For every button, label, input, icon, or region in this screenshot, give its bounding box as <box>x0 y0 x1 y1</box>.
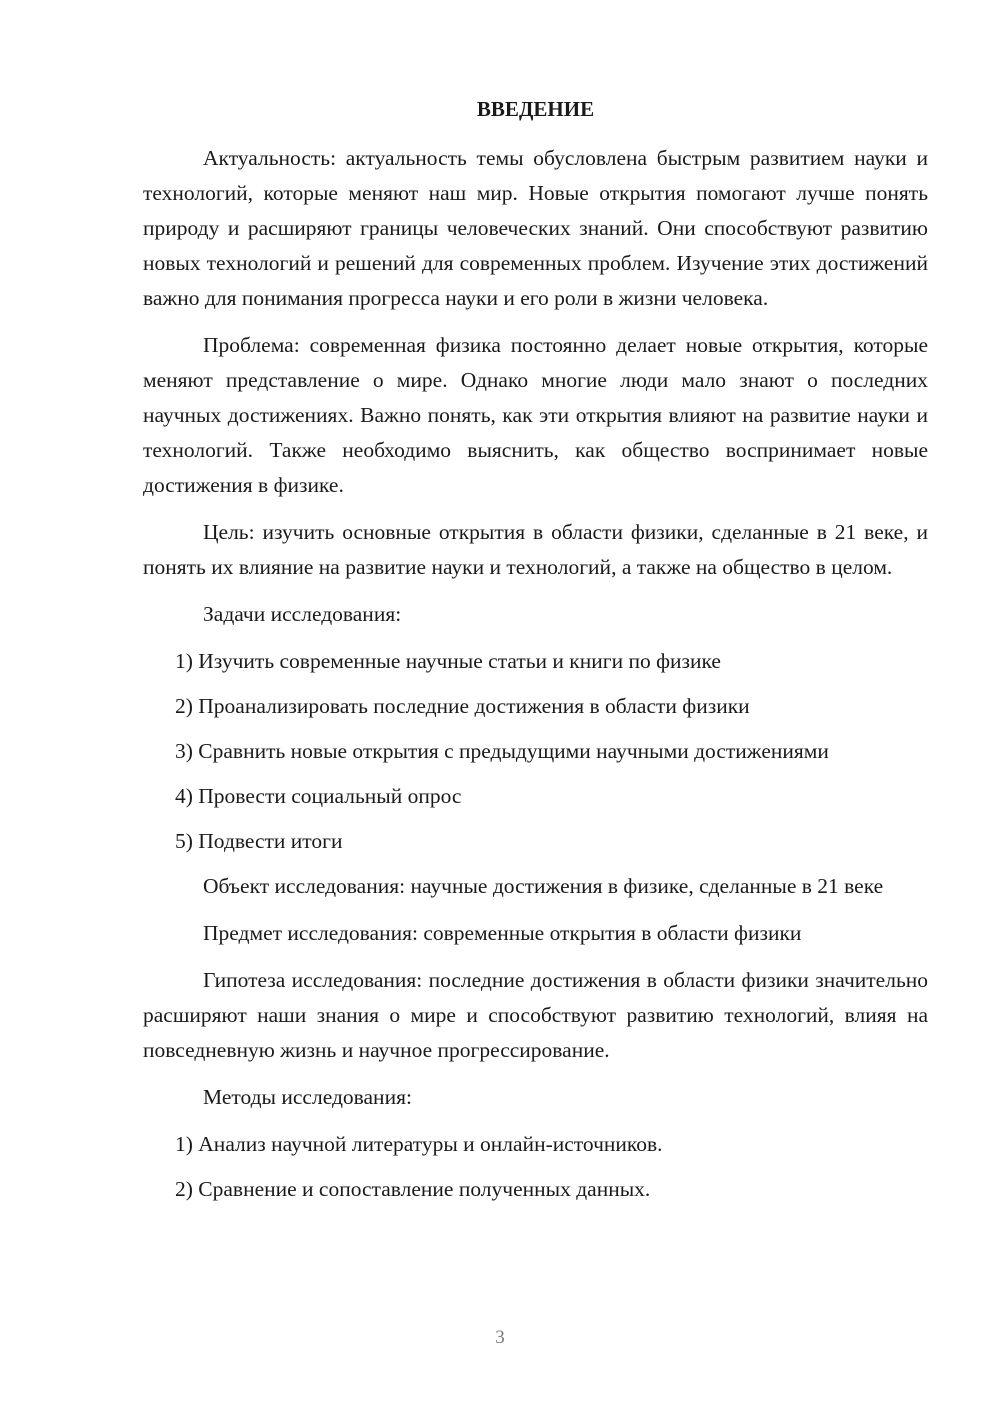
goal-paragraph: Цель: изучить основные открытия в области физики, сделанные в 21 веке, и понять их влияние на развитие науки и технологий, а также на общество в целом. <box>143 520 928 579</box>
list-item: 1) Анализ научной литературы и онлайн-источников. <box>175 1132 663 1156</box>
tasks-list <box>143 644 928 859</box>
page-title: ВВЕДЕНИЕ <box>476 97 595 121</box>
list-item: 5) Подвести итоги <box>175 829 343 853</box>
relevance-paragraph: Актуальность: актуальность темы обусловлена быстрым развитием науки и технологий, которые меняют наш мир. Новые открытия помогают лучше понять природу и расширяют границы человеческих знаний. Они способствуют развитию новых технологий и решений для современных проблем. Изучение этих достижений важно для понимания прогресса науки и его роли в жизни человека. <box>143 146 928 310</box>
list-item: 2) Проанализировать последние достижения в области физики <box>175 694 750 718</box>
list-item: 1) Изучить современные научные статьи и книги по физике <box>175 649 721 673</box>
object-paragraph: Объект исследования: научные достижения в физике, сделанные в 21 веке <box>203 874 884 898</box>
document-page <box>143 92 928 1217</box>
hypothesis-paragraph: Гипотеза исследования: последние достижения в области физики значительно расширяют наши знания о мире и способствуют развитию технологий, влияя на повседневную жизнь и научное прогрессирование. <box>143 968 928 1062</box>
subject-paragraph: Предмет исследования: современные открытия в области физики <box>203 921 802 945</box>
list-item: 3) Сравнить новые открытия с предыдущими научными достижениями <box>175 739 829 763</box>
problem-paragraph: Проблема: современная физика постоянно делает новые открытия, которые меняют представление о мире. Однако многие люди мало знают о последних научных достижениях. Важно понять, как эти открытия влияют на развитие науки и технологий. Также необходимо выяснить, как общество воспринимает новые достижения в физике. <box>143 333 928 497</box>
methods-list <box>143 1127 928 1207</box>
list-item: 4) Провести социальный опрос <box>175 784 462 808</box>
list-item: 2) Сравнение и сопоставление полученных данных. <box>175 1177 651 1201</box>
page-number: 3 <box>495 1327 505 1348</box>
tasks-label: Задачи исследования: <box>203 602 402 626</box>
methods-label: Методы исследования: <box>203 1085 412 1109</box>
